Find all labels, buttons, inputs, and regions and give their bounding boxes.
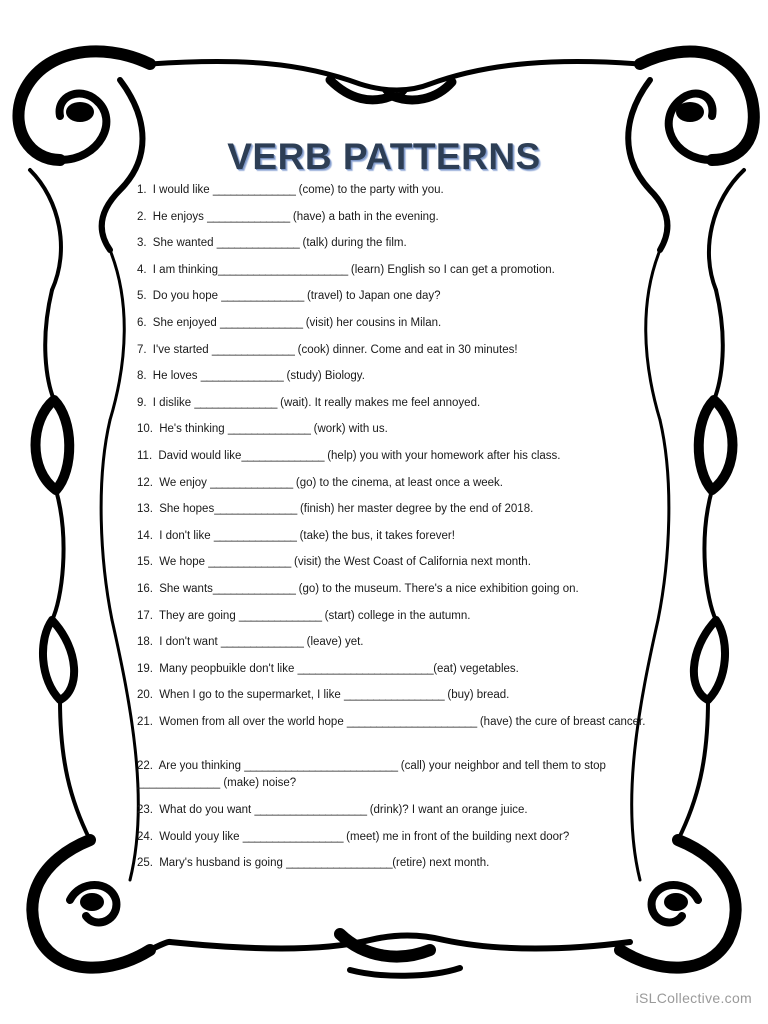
answer-blank[interactable]: ______________________ [218, 263, 348, 276]
exercise-item [137, 501, 662, 518]
item-number: 11. [137, 450, 153, 462]
exercise-item [137, 554, 662, 571]
answer-blank[interactable]: ______________ [207, 210, 290, 223]
item-prompt: (retire) next month. [392, 857, 490, 870]
answer-blank[interactable]: ______________ [212, 184, 296, 196]
item-number: 23. [137, 804, 153, 816]
item-prompt: (learn) English so I can get a promotion. [350, 263, 555, 276]
item-number: 8. [137, 370, 147, 383]
item-stem: He's thinking [159, 423, 225, 436]
item-stem: I dislike [152, 396, 192, 409]
exercise-item [137, 855, 662, 872]
answer-blank[interactable]: ______________ [220, 636, 304, 649]
item-prompt: (help) you with your homework after his class. [327, 450, 561, 462]
exercise-item [137, 448, 662, 465]
item-prompt: (eat) vegetables. [433, 662, 519, 675]
exercise-item [137, 581, 662, 598]
item-prompt: (have) a bath in the evening. [292, 210, 439, 223]
item-number: 3. [137, 237, 147, 250]
item-stem: What do you want [159, 804, 252, 816]
item-number: 2. [137, 210, 147, 223]
item-prompt: (wait). It really makes me feel annoyed. [280, 396, 481, 409]
item-stem: She hopes [159, 503, 215, 516]
item-stem: She wants [159, 583, 213, 595]
answer-blank[interactable]: ______________ [216, 237, 300, 250]
item-number: 5. [137, 290, 147, 303]
answer-blank[interactable]: ______________ [210, 476, 293, 489]
item-number: 9. [137, 396, 147, 409]
answer-blank[interactable]: ______________ [238, 609, 322, 622]
exercise-item [137, 634, 662, 651]
exercise-item [137, 687, 662, 704]
item-stem: We enjoy [159, 476, 207, 489]
answer-blank[interactable]: ______________ [241, 450, 324, 462]
item-stem: When I go to the supermarket, I like [159, 689, 341, 702]
answer-blank[interactable]: ______________ [214, 503, 297, 516]
item-number: 24. [137, 830, 153, 843]
item-prompt: (drink)? I want an orange juice. [369, 804, 528, 816]
answer-blank[interactable]: ______________ [200, 370, 284, 383]
item-prompt: (start) college in the autumn. [324, 609, 471, 622]
exercise-item [137, 235, 662, 252]
answer-blank[interactable]: __________________ [286, 857, 393, 870]
item-number: 21. [137, 716, 153, 728]
item-prompt: (go) to the cinema, at least once a week. [295, 476, 504, 489]
item-prompt: (work) with us. [313, 423, 388, 436]
exercise-item [137, 315, 662, 332]
item-number: 25. [137, 857, 153, 870]
answer-blank[interactable]: _________________ [343, 689, 445, 702]
item-prompt: (visit) the West Coast of California next month. [293, 556, 531, 569]
page-title: VERB PATTERNS [227, 136, 541, 177]
answer-blank[interactable]: ______________ [213, 529, 297, 542]
answer-blank[interactable]: ______________ [221, 290, 304, 303]
item-number: 17. [137, 609, 153, 622]
exercise-item [137, 288, 662, 305]
exercise-item [137, 368, 662, 385]
answer-blank[interactable]: ______________ [208, 556, 291, 569]
item-number: 19. [137, 662, 153, 675]
item-number: 15. [137, 556, 153, 569]
item-prompt: (have) the cure of breast cancer. [479, 716, 646, 728]
item-number: 4. [137, 263, 147, 276]
item-stem: David would like [158, 450, 242, 462]
exercise-item [137, 802, 662, 819]
item-prompt: (visit) her cousins in Milan. [305, 317, 442, 329]
item-number: 20. [137, 689, 153, 702]
item-number: 18. [137, 636, 153, 649]
exercise-item [137, 262, 662, 279]
item-prompt: (buy) bread. [447, 689, 510, 702]
answer-blank[interactable]: ______________ [212, 583, 296, 595]
exercise-item [137, 758, 662, 792]
item-prompt: (take) the bus, it takes forever! [299, 529, 455, 542]
item-prompt: (meet) me in front of the building next door? [346, 830, 570, 843]
exercise-item [137, 661, 662, 678]
exercise-item [137, 608, 662, 625]
answer-blank[interactable]: _______________________ [297, 662, 434, 675]
item-prompt: (talk) during the film. [302, 237, 407, 250]
item-stem: I've started [152, 343, 209, 356]
item-prompt: (leave) yet. [306, 636, 364, 649]
item-stem: We hope [159, 556, 206, 569]
item-number: 22. [137, 760, 153, 772]
item-number: 14. [137, 529, 153, 542]
exercise-item [137, 475, 662, 492]
answer-blank[interactable]: ______________________ [346, 716, 477, 728]
exercise-item [137, 182, 662, 199]
item-prompt: (finish) her master degree by the end of 2018. [299, 503, 534, 516]
item-prompt: (study) Biology. [286, 370, 365, 383]
item-prompt: (go) to the museum. There's a nice exhibition going on. [298, 583, 579, 595]
item-prompt: (call) your neighbor and tell them to stop _____________ (make) noise? [137, 760, 606, 789]
exercise-item [137, 528, 662, 545]
item-stem: I don't want [159, 636, 218, 649]
exercise-item [137, 421, 662, 438]
answer-blank[interactable]: ___________________ [254, 804, 367, 816]
item-stem: I am thinking [152, 263, 218, 276]
exercise-item [137, 829, 662, 846]
exercise-item [137, 395, 662, 412]
exercise-item [137, 714, 662, 731]
answer-blank[interactable]: ______________ [219, 317, 303, 329]
item-number: 12. [137, 476, 153, 489]
item-stem: They are going [159, 609, 236, 622]
item-stem: Do you hope [152, 290, 219, 303]
answer-blank[interactable]: ______________ [211, 343, 295, 356]
item-prompt: (come) to the party with you. [298, 184, 444, 196]
answer-blank[interactable]: __________________________ [244, 760, 398, 772]
item-stem: Mary's husband is going [159, 857, 283, 870]
item-stem: He loves [152, 370, 198, 383]
item-number: 1. [137, 184, 147, 196]
item-stem: She wanted [152, 237, 214, 250]
item-stem: Women from all over the world hope [159, 716, 344, 728]
item-stem: I don't like [159, 529, 211, 542]
item-stem: He enjoys [152, 210, 204, 223]
item-stem: Would youy like [159, 830, 240, 843]
item-number: 16. [137, 583, 153, 595]
item-stem: Many peopbuikle don't like [159, 662, 295, 675]
item-number: 13. [137, 503, 153, 516]
item-stem: Are you thinking [158, 760, 242, 772]
item-prompt: (travel) to Japan one day? [306, 290, 441, 303]
item-stem: She enjoyed [152, 317, 217, 329]
answer-blank[interactable]: ______________ [194, 396, 277, 409]
exercise-item [137, 209, 662, 226]
item-number: 10. [137, 423, 153, 436]
item-number: 6. [137, 317, 147, 329]
item-number: 7. [137, 343, 147, 356]
exercise-item [137, 342, 662, 359]
item-stem: I would like [152, 184, 210, 196]
item-prompt: (cook) dinner. Come and eat in 30 minutes! [297, 343, 518, 356]
answer-blank[interactable]: _________________ [242, 830, 343, 843]
answer-blank[interactable]: ______________ [227, 423, 311, 436]
site-watermark: iSLCollective.com [635, 990, 752, 1006]
